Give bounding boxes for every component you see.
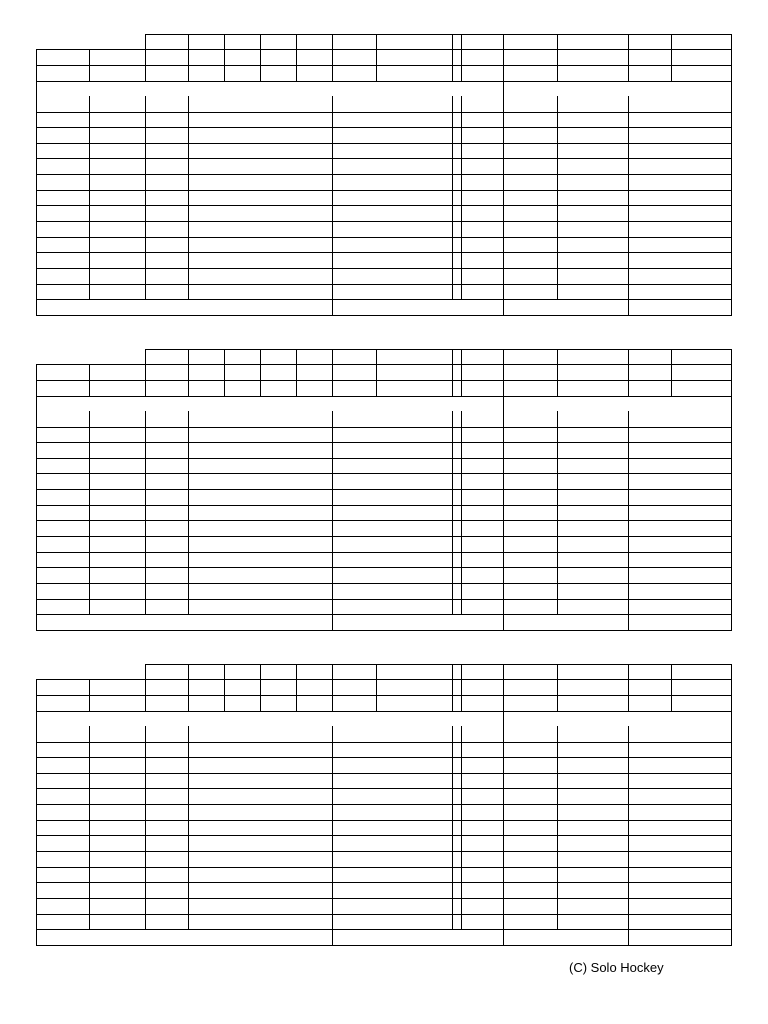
grid-line-h <box>145 664 732 665</box>
grid-line-v <box>260 34 261 82</box>
grid-line-v <box>557 726 558 930</box>
grid-line-v <box>503 81 504 316</box>
grid-line-h <box>145 34 732 35</box>
grid-line-v <box>452 34 453 82</box>
grid-line-v <box>557 664 558 712</box>
grid-line-v <box>145 411 146 615</box>
grid-line-v <box>224 349 225 397</box>
grid-line-v <box>89 49 90 82</box>
grid-line-v <box>452 96 453 300</box>
grid-line-v <box>628 726 629 930</box>
copyright-notice: (C) Solo Hockey <box>569 960 664 975</box>
grid-line-v <box>628 664 629 712</box>
grid-line-v <box>503 396 504 631</box>
grid-line-v <box>461 664 462 712</box>
grid-line-v <box>224 34 225 82</box>
grid-line-v <box>332 299 333 316</box>
grid-line-v <box>557 96 558 300</box>
grid-line-v <box>452 411 453 615</box>
game-sheet <box>36 349 731 631</box>
grid-line-v <box>557 411 558 615</box>
grid-line-v <box>628 96 629 300</box>
grid-line-v <box>731 349 732 631</box>
grid-line-v <box>452 726 453 930</box>
grid-line-v <box>332 96 333 300</box>
grid-line-v <box>628 34 629 82</box>
game-sheet <box>36 664 731 946</box>
grid-line-v <box>503 664 504 712</box>
grid-line-v <box>461 96 462 300</box>
grid-line-h <box>36 695 297 696</box>
grid-line-h <box>296 695 377 696</box>
grid-line-v <box>628 349 629 397</box>
grid-line-v <box>89 679 90 712</box>
grid-line-v <box>145 349 146 397</box>
grid-line-v <box>260 664 261 712</box>
grid-line-v <box>461 349 462 397</box>
grid-line-v <box>731 664 732 946</box>
grid-line-v <box>628 929 629 946</box>
grid-line-v <box>188 96 189 300</box>
grid-line-v <box>188 411 189 615</box>
grid-line-v <box>557 34 558 82</box>
grid-line-v <box>332 614 333 631</box>
grid-line-v <box>628 614 629 631</box>
grid-line-h <box>36 65 297 66</box>
grid-line-v <box>260 349 261 397</box>
grid-line-v <box>145 726 146 930</box>
grid-line-v <box>145 96 146 300</box>
grid-line-v <box>332 726 333 930</box>
grid-line-v <box>332 664 333 712</box>
grid-line-v <box>503 349 504 397</box>
grid-line-v <box>671 349 672 397</box>
grid-line-v <box>188 34 189 82</box>
grid-line-v <box>89 96 90 300</box>
grid-line-v <box>332 929 333 946</box>
grid-line-v <box>731 34 732 316</box>
grid-line-h <box>145 349 732 350</box>
grid-line-v <box>36 364 37 631</box>
grid-line-v <box>188 726 189 930</box>
grid-line-h <box>376 65 732 66</box>
grid-line-h <box>376 695 732 696</box>
grid-line-v <box>503 711 504 946</box>
grid-line-v <box>296 664 297 712</box>
grid-line-v <box>332 411 333 615</box>
grid-line-v <box>296 34 297 82</box>
grid-line-v <box>376 349 377 397</box>
grid-line-v <box>628 299 629 316</box>
grid-line-v <box>296 349 297 397</box>
grid-line-h <box>376 380 732 381</box>
grid-line-v <box>224 664 225 712</box>
grid-line-v <box>188 349 189 397</box>
grid-line-h <box>296 380 377 381</box>
grid-line-v <box>145 34 146 82</box>
grid-line-v <box>332 34 333 82</box>
grid-line-v <box>671 34 672 82</box>
grid-line-v <box>461 34 462 82</box>
grid-line-v <box>145 664 146 712</box>
grid-line-v <box>452 664 453 712</box>
grid-line-v <box>628 411 629 615</box>
grid-line-v <box>376 664 377 712</box>
grid-line-v <box>461 726 462 930</box>
grid-line-v <box>503 34 504 82</box>
grid-line-v <box>332 349 333 397</box>
grid-line-v <box>452 349 453 397</box>
grid-line-v <box>376 34 377 82</box>
grid-line-h <box>36 380 297 381</box>
grid-line-v <box>461 411 462 615</box>
grid-line-v <box>36 49 37 316</box>
grid-line-v <box>36 679 37 946</box>
grid-line-h <box>296 65 377 66</box>
grid-line-v <box>89 726 90 930</box>
grid-line-v <box>89 411 90 615</box>
game-sheet <box>36 34 731 316</box>
grid-line-v <box>89 364 90 397</box>
grid-line-v <box>188 664 189 712</box>
grid-line-v <box>557 349 558 397</box>
grid-line-v <box>671 664 672 712</box>
